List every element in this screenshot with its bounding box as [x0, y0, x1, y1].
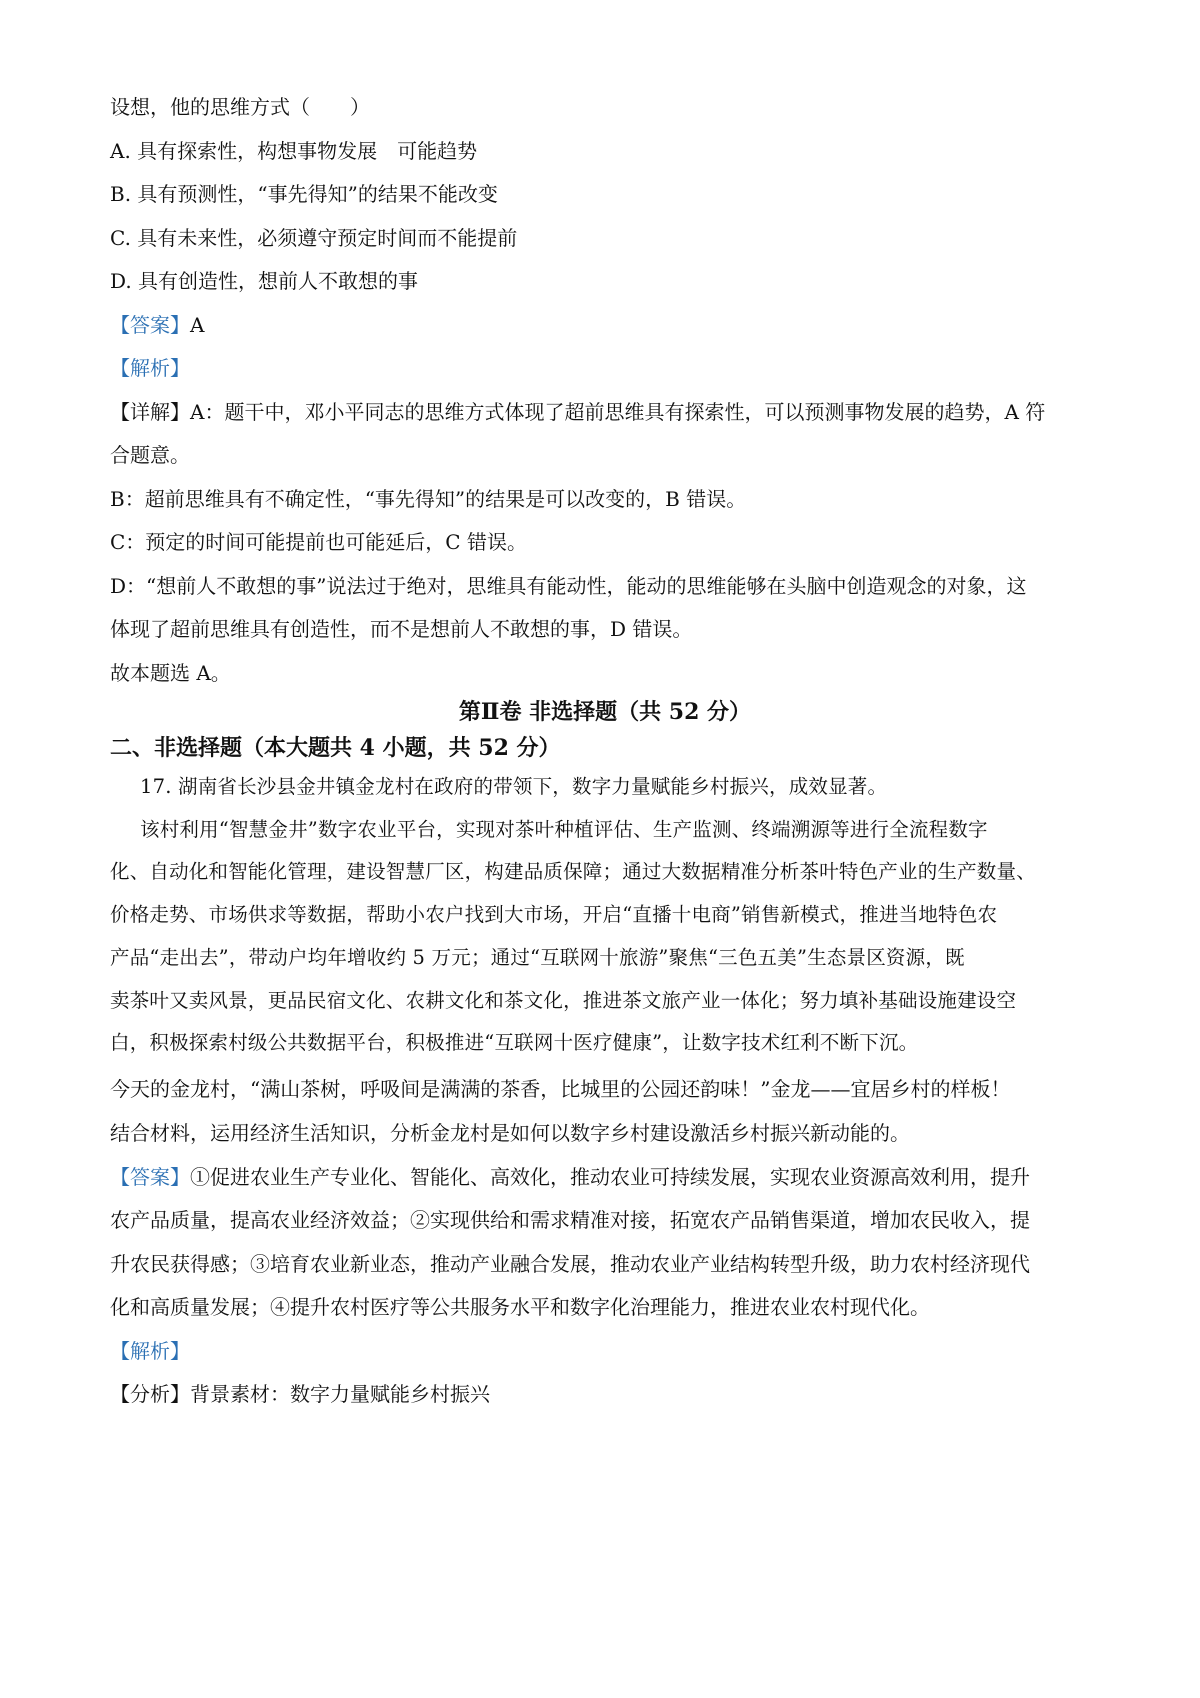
q17-material-line: 白，积极探索村级公共数据平台，积极推进“互联网十医疗健康”，让数字技术红利不断下沉。	[110, 1031, 919, 1054]
q17-answer-line: 升农民获得感；③培育农业新业态，推动产业融合发展，推动农业产业结构转型升级，助力农村经济现代	[110, 1252, 1030, 1276]
q17-prompt-line: 结合材料，运用经济生活知识，分析金龙村是如何以数字乡村建设激活乡村振兴新动能的。	[110, 1121, 910, 1145]
option-b: B. 具有预测性，“事先得知”的结果不能改变	[110, 182, 498, 206]
section-title: 第Ⅱ卷 非选择题（共 52 分）	[458, 699, 752, 725]
option-d: D. 具有创造性，想前人不敢想的事	[110, 269, 419, 293]
q17-material-line: 卖茶叶又卖风景，更品民宿文化、农耕文化和茶文化，推进茶文旅产业一体化；努力填补基础设施建设空	[110, 989, 1017, 1012]
q16-detail-line: D：“想前人不敢想的事”说法过于绝对，思维具有能动性，能动的思维能够在头脑中创造观念的对象，这	[110, 574, 1027, 598]
q17-stem: 17. 湖南省长沙县金井镇金龙村在政府的带领下，数字力量赋能乡村振兴，成效显著。	[140, 775, 888, 798]
q17-analysis-tag: 【解析】	[110, 1339, 190, 1363]
answer-value: A	[190, 313, 205, 337]
q17-analysis-line: 【分析】背景素材：数字力量赋能乡村振兴	[110, 1382, 490, 1406]
q16-conclusion: 故本题选 A。	[110, 661, 231, 685]
answer-tag: 【答案】	[110, 1165, 190, 1189]
q16-detail-line: B：超前思维具有不确定性，“事先得知”的结果是可以改变的，B 错误。	[110, 487, 747, 511]
answer-tag: 【答案】	[110, 313, 190, 337]
q17-material-line: 价格走势、市场供求等数据，帮助小农户找到大市场，开启“直播十电商”销售新模式，推进当地特色农	[110, 903, 998, 926]
q17-answer-line: 农产品质量，提高农业经济效益；②实现供给和需求精准对接，拓宽农产品销售渠道，增加农民收入，提	[110, 1208, 1030, 1232]
part-title: 二、非选择题（本大题共 4 小题，共 52 分）	[110, 735, 561, 761]
q17-answer-first-line	[110, 1162, 1100, 1192]
q17-material-line: 产品“走出去”，带动户均年增收约 5 万元；通过“互联网十旅游”聚焦“三色五美”生态景区资源，既	[110, 946, 965, 969]
answer-text: ①促进农业生产专业化、智能化、高效化，推动农业可持续发展，实现农业资源高效利用，提升	[190, 1165, 1030, 1189]
option-a: A. 具有探索性，构想事物发展 可能趋势	[110, 139, 478, 163]
q17-quote-line: 今天的金龙村，“满山茶树，呼吸间是满满的茶香，比城里的公园还韵味！”金龙——宜居乡村的样板！	[110, 1077, 1011, 1101]
q17-answer-line: 化和高质量发展；④提升农村医疗等公共服务水平和数字化治理能力，推进农业农村现代化。	[110, 1295, 930, 1319]
question-tail: 设想，他的思维方式（ ）	[110, 95, 370, 119]
q16-analysis-tag: 【解析】	[110, 356, 190, 380]
q16-answer	[110, 310, 1100, 340]
q16-detail-line: 合题意。	[110, 443, 190, 467]
q16-detail-line: 【详解】A：题干中，邓小平同志的思维方式体现了超前思维具有探索性，可以预测事物发展的趋势，A 符	[110, 400, 1046, 424]
option-c: C. 具有未来性，必须遵守预定时间而不能提前	[110, 226, 518, 250]
q17-material-line: 该村利用“智慧金井”数字农业平台，实现对茶叶种植评估、生产监测、终端溯源等进行全流程数字	[140, 818, 988, 841]
q17-material-line: 化、自动化和智能化管理，建设智慧厂区，构建品质保障；通过大数据精准分析茶叶特色产业的生产数量、	[110, 860, 1036, 883]
q16-detail-line: 体现了超前思维具有创造性，而不是想前人不敢想的事，D 错误。	[110, 617, 693, 641]
q16-detail-line: C：预定的时间可能提前也可能延后，C 错误。	[110, 530, 527, 554]
